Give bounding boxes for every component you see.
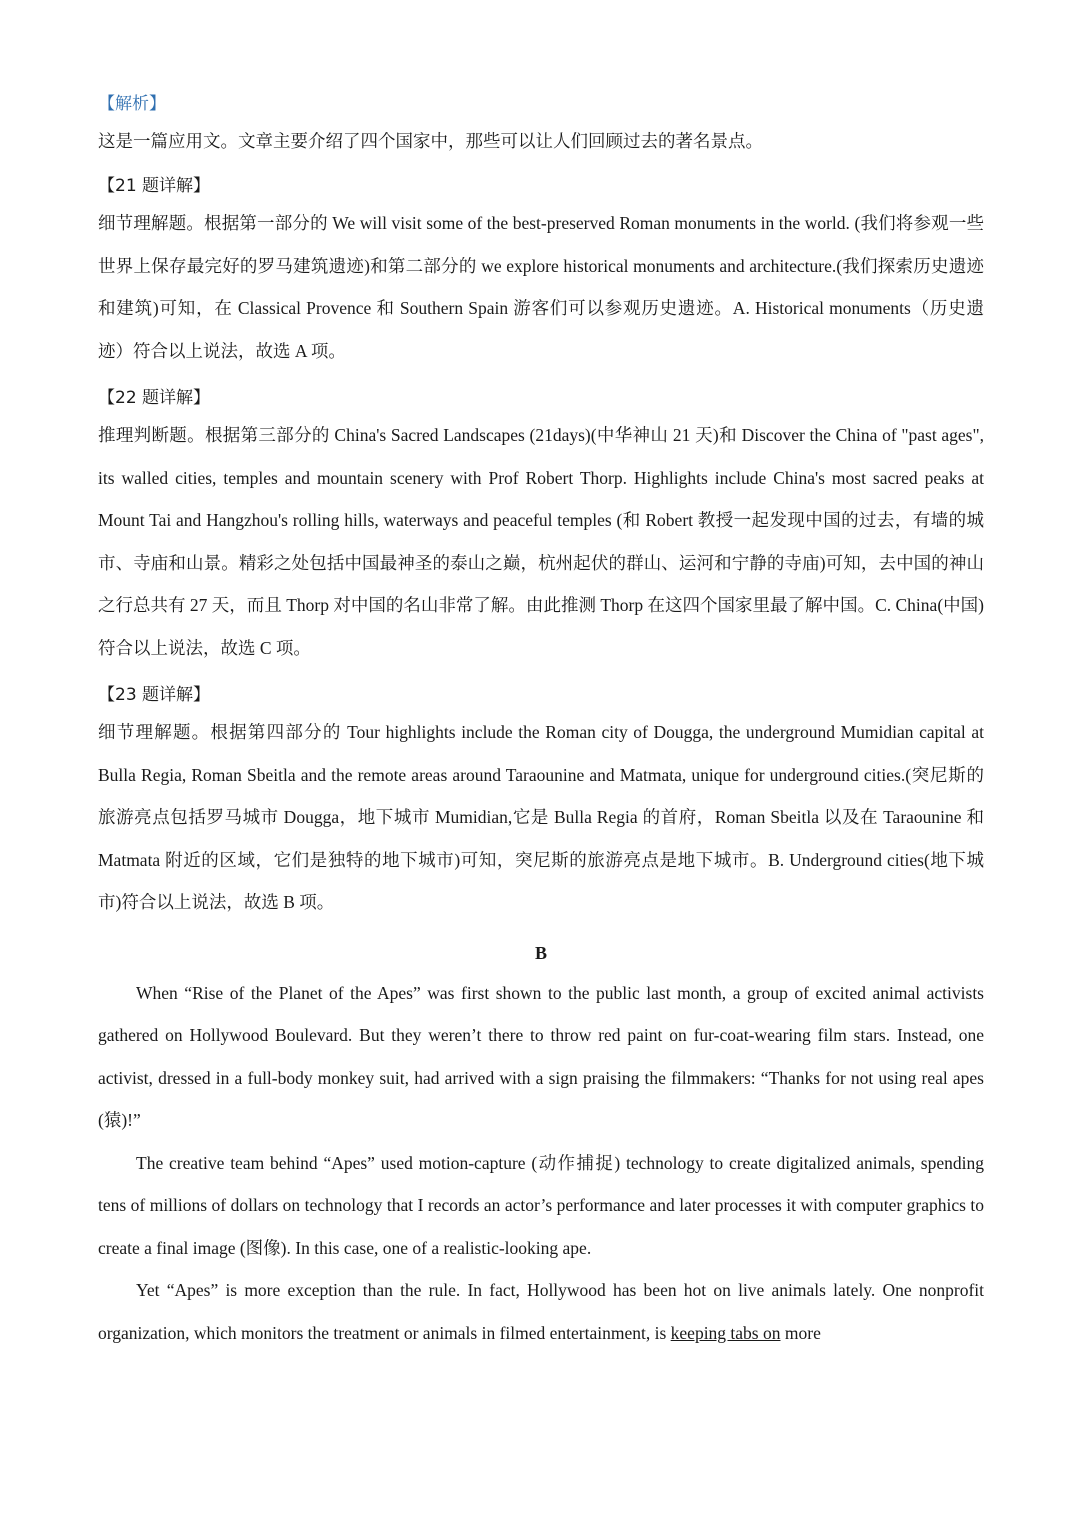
passage-b-title: B xyxy=(534,942,547,963)
document-page xyxy=(98,88,984,1354)
q21-explanation: 细节理解题。根据第一部分的 We will visit some of the best-preserved Roman monuments in the world. (我们将参观一些世界上保存最完好的罗马建筑遗迹)和第二部分的 we explore historical monuments and architecture.(我们探索历史遗迹和建筑)可知，在 Classical Provence 和 Southern Spain 游客们可以参观历史遗迹。A. Historical monuments（历史遗迹）符合以上说法，故选 A 项。 xyxy=(98,213,984,361)
analysis-label: 【解析】 xyxy=(98,94,166,114)
passage-b-paragraph-1: When “Rise of the Planet of the Apes” was first shown to the public last month, a group of excited animal activists gathered on Hollywood Boulevard. But they weren’t there to throw red paint on fur-coat-wearing film stars. Instead, one activist, dressed in a full-body monkey suit, had arrived with a sign praising the filmmakers: “Thanks for not using real apes (猿)!” xyxy=(98,982,984,1130)
underlined-phrase: keeping tabs on xyxy=(670,1322,781,1343)
p3-text-after: more xyxy=(780,1322,821,1343)
q23-explanation: 细节理解题。根据第四部分的 Tour highlights include the Roman city of Dougga, the underground Mumidian capital at Bulla Regia, Roman Sbeitla and the remote areas around Taraounine and Matmata, unique for underground cities.(突尼斯的旅游亮点包括罗马城市 Dougga，地下城市 Mumidian,它是 Bulla Regia 的首府，Roman Sbeitla 以及在 Taraounine 和 Matmata 附近的区域，它们是独特的地下城市)可知，突尼斯的旅游亮点是地下城市。B. Underground cities(地下城市)符合以上说法，故选 B 项。 xyxy=(98,722,984,912)
q23-heading: 【23 题详解】 xyxy=(98,685,211,705)
q21-heading: 【21 题详解】 xyxy=(98,176,211,196)
q22-explanation: 推理判断题。根据第三部分的 China's Sacred Landscapes (21days)(中华神山 21 天)和 Discover the China of "past ages", its walled cities, temples and mountain scenery with Prof Robert Thorp. Highlights include China's most sacred peaks at Mount Tai and Hangzhou's rolling hills, waterways and peaceful temples (和 Robert 教授一起发现中国的过去，有墙的城市、寺庙和山景。精彩之处包括中国最神圣的泰山之巅，杭州起伏的群山、运河和宁静的寺庙)可知，去中国的神山之行总共有 27 天，而且 Thorp 对中国的名山非常了解。由此推测 Thorp 在这四个国家里最了解中国。C. China(中国)符合以上说法，故选 C 项。 xyxy=(98,425,984,658)
q22-heading: 【22 题详解】 xyxy=(98,388,211,408)
passage-b-paragraph-3 xyxy=(98,1269,984,1354)
p3-text-before: Yet “Apes” is more exception than the rule. In fact, Hollywood has been hot on live animals lately. One nonprofit organization, which monitors the treatment or animals in filmed entertainment, is xyxy=(98,1280,984,1343)
intro-paragraph: 这是一篇应用文。文章主要介绍了四个国家中，那些可以让人们回顾过去的著名景点。 xyxy=(98,131,763,151)
passage-b-paragraph-2: The creative team behind “Apes” used motion-capture (动作捕捉) technology to create digitalized animals, spending tens of millions of dollars on technology that I records an actor’s performance and later processes it with computer graphics to create a final image (图像). In this case, one of a realistic-looking ape. xyxy=(98,1152,984,1258)
